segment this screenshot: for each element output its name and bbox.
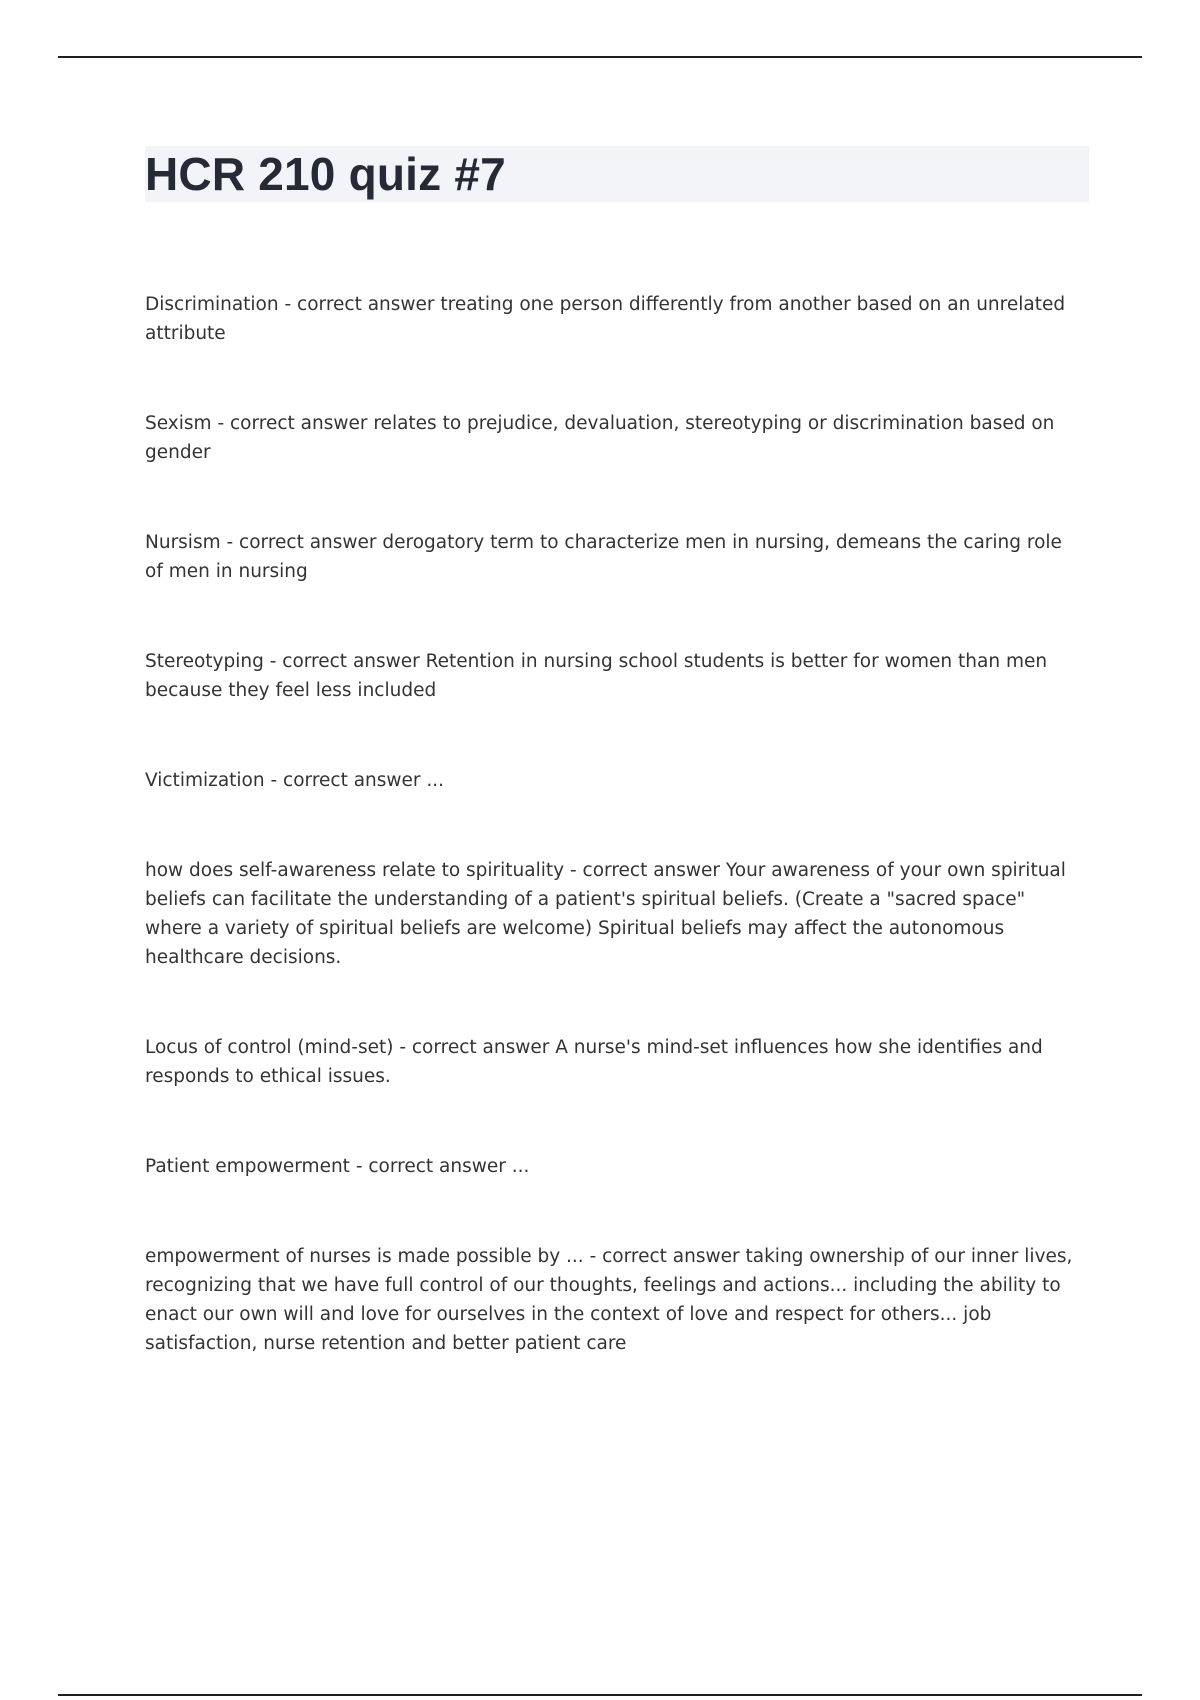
qa-separator: - correct answer [211, 413, 374, 434]
qa-separator: - correct answer [349, 1156, 512, 1177]
qa-term: Discrimination [145, 294, 279, 315]
qa-separator: - correct answer [263, 651, 426, 672]
qa-separator: - correct answer [583, 1246, 746, 1267]
top-rule [58, 56, 1142, 58]
qa-answer: derogatory term to characterize men in nursing, demeans the caring role of men in nursing [145, 532, 1062, 582]
qa-separator: - correct answer [564, 860, 726, 881]
qa-answer: ... [511, 1156, 530, 1177]
qa-answer: treating one person differently from another based on an unrelated attribute [145, 294, 1066, 344]
qa-answer: Your awareness of your own spiritual beliefs can facilitate the understanding of a patient's spiritual beliefs. (Create a "sacred space" where a variety of spiritual beliefs are welcome) Spiritual beliefs may affect the autonomous healthcare decisions. [145, 860, 1066, 968]
qa-item [145, 290, 1085, 348]
qa-term: Sexism [145, 413, 212, 434]
qa-item [145, 856, 1085, 972]
qa-term: Locus of control (mind-set) [145, 1037, 394, 1058]
qa-separator: - correct answer [278, 294, 441, 315]
qa-item [145, 647, 1085, 705]
qa-term: Patient empowerment [145, 1156, 350, 1177]
qa-answer: relates to prejudice, devaluation, stereotyping or discrimination based on gender [145, 413, 1055, 463]
qa-answer: taking ownership of our inner lives, recognizing that we have full control of our thoughts, feelings and actions... including the ability to enact our own will and love for ourselves in the context of love and respect for others... job satisfaction, nurse retention and better patient care [145, 1246, 1073, 1354]
qa-answer: ... [426, 770, 445, 791]
page-title: HCR 210 quiz #7 [145, 148, 506, 200]
qa-answer: A nurse's mind-set influences how she identifies and responds to ethical issues. [145, 1037, 1043, 1087]
qa-term: how does self-awareness relate to spirituality [145, 860, 565, 881]
bottom-rule [58, 1694, 1142, 1696]
qa-term: Victimization [145, 770, 265, 791]
qa-item [145, 528, 1085, 586]
qa-term: empowerment of nurses is made possible by ... [145, 1246, 584, 1267]
qa-term: Nursism [145, 532, 221, 553]
qa-separator: - correct answer [393, 1037, 556, 1058]
qa-separator: - correct answer [220, 532, 383, 553]
qa-item [145, 1033, 1085, 1091]
qa-list [145, 290, 1085, 1358]
qa-item [145, 1152, 1085, 1181]
qa-item [145, 766, 1085, 795]
qa-item [145, 1242, 1085, 1358]
qa-item [145, 409, 1085, 467]
qa-separator: - correct answer [264, 770, 427, 791]
qa-answer: Retention in nursing school students is better for women than men because they feel less included [145, 651, 1048, 701]
qa-term: Stereotyping [145, 651, 264, 672]
